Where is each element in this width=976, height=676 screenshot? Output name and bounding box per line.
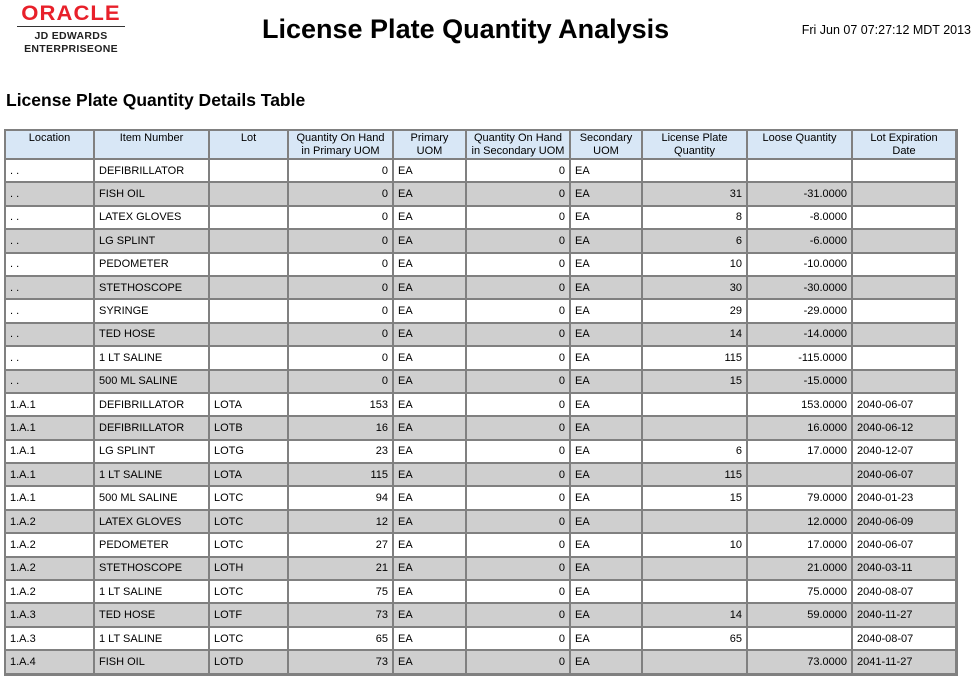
cell-qty-primary: 0: [289, 160, 394, 183]
cell-item-number: PEDOMETER: [95, 534, 210, 557]
cell-primary-uom: EA: [394, 534, 467, 557]
cell-loose-quantity: 17.0000: [748, 441, 853, 464]
cell-item-number: 500 ML SALINE: [95, 487, 210, 510]
column-header-secondary-uom: Secondary UOM: [571, 131, 643, 160]
cell-qty-primary: 16: [289, 417, 394, 440]
cell-lp-quantity: 14: [643, 604, 748, 627]
cell-lot: [210, 277, 289, 300]
cell-lot: LOTF: [210, 604, 289, 627]
logo-divider: [17, 26, 125, 27]
cell-secondary-uom: EA: [571, 511, 643, 534]
cell-primary-uom: EA: [394, 324, 467, 347]
cell-item-number: 1 LT SALINE: [95, 628, 210, 651]
cell-primary-uom: EA: [394, 207, 467, 230]
cell-qty-primary: 94: [289, 487, 394, 510]
column-header-location: Location: [6, 131, 95, 160]
cell-qty-secondary: 0: [467, 207, 571, 230]
cell-lp-quantity: [643, 581, 748, 604]
cell-lot-expiration: 2040-03-11: [853, 558, 957, 581]
cell-qty-secondary: 0: [467, 464, 571, 487]
column-header-item-number: Item Number: [95, 131, 210, 160]
cell-lot: LOTD: [210, 651, 289, 674]
cell-loose-quantity: -10.0000: [748, 254, 853, 277]
cell-lot: LOTA: [210, 464, 289, 487]
table-row: [6, 487, 957, 510]
cell-location: 1.A.1: [6, 394, 95, 417]
cell-item-number: LATEX GLOVES: [95, 511, 210, 534]
cell-item-number: SYRINGE: [95, 300, 210, 323]
license-plate-details-table: [4, 129, 958, 676]
table-row: [6, 581, 957, 604]
table-row: [6, 347, 957, 370]
cell-item-number: 500 ML SALINE: [95, 371, 210, 394]
cell-qty-secondary: 0: [467, 628, 571, 651]
cell-loose-quantity: 12.0000: [748, 511, 853, 534]
column-header-lot-expiration: Lot Expiration Date: [853, 131, 957, 160]
cell-lot-expiration: [853, 277, 957, 300]
cell-location: 1.A.2: [6, 534, 95, 557]
cell-lp-quantity: [643, 160, 748, 183]
cell-qty-secondary: 0: [467, 651, 571, 674]
cell-item-number: LG SPLINT: [95, 230, 210, 253]
cell-qty-primary: 65: [289, 628, 394, 651]
table-row: [6, 254, 957, 277]
table-row: [6, 207, 957, 230]
cell-lp-quantity: 10: [643, 534, 748, 557]
cell-secondary-uom: EA: [571, 324, 643, 347]
cell-lp-quantity: 14: [643, 324, 748, 347]
cell-location: . .: [6, 347, 95, 370]
cell-lp-quantity: 31: [643, 183, 748, 206]
cell-item-number: 1 LT SALINE: [95, 347, 210, 370]
logo-line2: ENTERPRISEONE: [24, 43, 118, 55]
table-row: [6, 604, 957, 627]
cell-loose-quantity: [748, 464, 853, 487]
cell-primary-uom: EA: [394, 417, 467, 440]
cell-lot: LOTB: [210, 417, 289, 440]
section-title: License Plate Quantity Details Table: [6, 90, 306, 110]
cell-primary-uom: EA: [394, 183, 467, 206]
cell-lot-expiration: [853, 160, 957, 183]
cell-location: . .: [6, 371, 95, 394]
cell-lot: LOTG: [210, 441, 289, 464]
cell-lot-expiration: 2041-11-27: [853, 651, 957, 674]
cell-item-number: STETHOSCOPE: [95, 558, 210, 581]
cell-lp-quantity: 115: [643, 464, 748, 487]
cell-loose-quantity: -115.0000: [748, 347, 853, 370]
cell-loose-quantity: -6.0000: [748, 230, 853, 253]
cell-lot-expiration: [853, 254, 957, 277]
cell-primary-uom: EA: [394, 581, 467, 604]
cell-lp-quantity: 6: [643, 441, 748, 464]
cell-item-number: DEFIBRILLATOR: [95, 417, 210, 440]
cell-item-number: LG SPLINT: [95, 441, 210, 464]
cell-location: . .: [6, 160, 95, 183]
cell-secondary-uom: EA: [571, 417, 643, 440]
cell-lp-quantity: 6: [643, 230, 748, 253]
cell-primary-uom: EA: [394, 511, 467, 534]
cell-lp-quantity: 115: [643, 347, 748, 370]
cell-qty-primary: 27: [289, 534, 394, 557]
cell-qty-secondary: 0: [467, 394, 571, 417]
cell-item-number: 1 LT SALINE: [95, 464, 210, 487]
cell-location: 1.A.3: [6, 628, 95, 651]
table-row: [6, 534, 957, 557]
cell-secondary-uom: EA: [571, 651, 643, 674]
cell-primary-uom: EA: [394, 300, 467, 323]
cell-qty-primary: 75: [289, 581, 394, 604]
cell-qty-secondary: 0: [467, 371, 571, 394]
cell-lot: LOTC: [210, 487, 289, 510]
cell-lot: [210, 160, 289, 183]
column-header-loose-quantity: Loose Quantity: [748, 131, 853, 160]
cell-qty-primary: 0: [289, 347, 394, 370]
cell-primary-uom: EA: [394, 441, 467, 464]
cell-item-number: PEDOMETER: [95, 254, 210, 277]
column-header-qty-primary: Quantity On Hand in Primary UOM: [289, 131, 394, 160]
cell-location: . .: [6, 324, 95, 347]
cell-location: 1.A.1: [6, 417, 95, 440]
cell-lot-expiration: 2040-06-12: [853, 417, 957, 440]
cell-lot-expiration: 2040-01-23: [853, 487, 957, 510]
report-timestamp: Fri Jun 07 07:27:12 MDT 2013: [801, 23, 971, 37]
cell-location: 1.A.4: [6, 651, 95, 674]
cell-lot: LOTC: [210, 534, 289, 557]
cell-secondary-uom: EA: [571, 277, 643, 300]
cell-item-number: TED HOSE: [95, 604, 210, 627]
cell-location: . .: [6, 183, 95, 206]
cell-qty-secondary: 0: [467, 324, 571, 347]
cell-lot: [210, 324, 289, 347]
cell-secondary-uom: EA: [571, 371, 643, 394]
cell-qty-secondary: 0: [467, 254, 571, 277]
cell-lot-expiration: 2040-06-07: [853, 464, 957, 487]
cell-qty-primary: 0: [289, 254, 394, 277]
cell-location: . .: [6, 277, 95, 300]
cell-loose-quantity: -31.0000: [748, 183, 853, 206]
column-header-lp-quantity: License Plate Quantity: [643, 131, 748, 160]
cell-secondary-uom: EA: [571, 441, 643, 464]
cell-lp-quantity: 30: [643, 277, 748, 300]
cell-item-number: LATEX GLOVES: [95, 207, 210, 230]
cell-lot: [210, 183, 289, 206]
cell-qty-primary: 12: [289, 511, 394, 534]
cell-location: 1.A.2: [6, 511, 95, 534]
cell-loose-quantity: 17.0000: [748, 534, 853, 557]
cell-lot: LOTC: [210, 511, 289, 534]
cell-qty-primary: 23: [289, 441, 394, 464]
cell-qty-primary: 0: [289, 324, 394, 347]
cell-qty-primary: 0: [289, 183, 394, 206]
cell-qty-secondary: 0: [467, 487, 571, 510]
cell-secondary-uom: EA: [571, 604, 643, 627]
cell-lot: LOTH: [210, 558, 289, 581]
cell-loose-quantity: 75.0000: [748, 581, 853, 604]
cell-loose-quantity: -15.0000: [748, 371, 853, 394]
cell-qty-primary: 0: [289, 300, 394, 323]
cell-loose-quantity: -30.0000: [748, 277, 853, 300]
table-row: [6, 558, 957, 581]
cell-secondary-uom: EA: [571, 347, 643, 370]
cell-lp-quantity: [643, 417, 748, 440]
cell-qty-secondary: 0: [467, 417, 571, 440]
cell-primary-uom: EA: [394, 558, 467, 581]
cell-qty-primary: 73: [289, 651, 394, 674]
cell-lp-quantity: 29: [643, 300, 748, 323]
cell-lot-expiration: 2040-08-07: [853, 628, 957, 651]
cell-lot-expiration: [853, 183, 957, 206]
cell-qty-secondary: 0: [467, 300, 571, 323]
table-row: [6, 160, 957, 183]
cell-lot-expiration: 2040-06-09: [853, 511, 957, 534]
cell-primary-uom: EA: [394, 230, 467, 253]
cell-loose-quantity: 79.0000: [748, 487, 853, 510]
cell-item-number: DEFIBRILLATOR: [95, 394, 210, 417]
cell-lp-quantity: 15: [643, 487, 748, 510]
cell-lot-expiration: [853, 324, 957, 347]
cell-item-number: 1 LT SALINE: [95, 581, 210, 604]
column-header-primary-uom: Primary UOM: [394, 131, 467, 160]
column-header-lot: Lot: [210, 131, 289, 160]
cell-qty-secondary: 0: [467, 511, 571, 534]
cell-secondary-uom: EA: [571, 487, 643, 510]
cell-lot-expiration: [853, 371, 957, 394]
cell-lot: [210, 254, 289, 277]
table-row: [6, 300, 957, 323]
cell-qty-secondary: 0: [467, 581, 571, 604]
cell-qty-secondary: 0: [467, 347, 571, 370]
cell-lp-quantity: 15: [643, 371, 748, 394]
cell-loose-quantity: -8.0000: [748, 207, 853, 230]
cell-secondary-uom: EA: [571, 230, 643, 253]
table-row: [6, 628, 957, 651]
cell-secondary-uom: EA: [571, 207, 643, 230]
cell-lp-quantity: 65: [643, 628, 748, 651]
cell-primary-uom: EA: [394, 277, 467, 300]
cell-location: 1.A.1: [6, 464, 95, 487]
cell-qty-secondary: 0: [467, 604, 571, 627]
cell-qty-secondary: 0: [467, 230, 571, 253]
table-row: [6, 417, 957, 440]
cell-primary-uom: EA: [394, 371, 467, 394]
cell-qty-secondary: 0: [467, 160, 571, 183]
cell-primary-uom: EA: [394, 160, 467, 183]
cell-lot: [210, 300, 289, 323]
cell-secondary-uom: EA: [571, 558, 643, 581]
cell-qty-secondary: 0: [467, 277, 571, 300]
cell-primary-uom: EA: [394, 254, 467, 277]
table-row: [6, 277, 957, 300]
cell-lot: LOTA: [210, 394, 289, 417]
cell-loose-quantity: 16.0000: [748, 417, 853, 440]
cell-qty-primary: 0: [289, 207, 394, 230]
cell-secondary-uom: EA: [571, 628, 643, 651]
table-header-row: [6, 131, 957, 160]
table-body: [6, 160, 957, 675]
cell-qty-primary: 0: [289, 230, 394, 253]
cell-location: 1.A.3: [6, 604, 95, 627]
cell-lot-expiration: [853, 207, 957, 230]
cell-item-number: TED HOSE: [95, 324, 210, 347]
cell-lot: [210, 230, 289, 253]
cell-location: . .: [6, 230, 95, 253]
cell-item-number: FISH OIL: [95, 183, 210, 206]
cell-secondary-uom: EA: [571, 581, 643, 604]
cell-lot: [210, 207, 289, 230]
table-row: [6, 394, 957, 417]
cell-loose-quantity: [748, 628, 853, 651]
cell-location: 1.A.2: [6, 581, 95, 604]
cell-qty-primary: 0: [289, 277, 394, 300]
cell-primary-uom: EA: [394, 464, 467, 487]
oracle-jde-logo: [17, 3, 125, 56]
table-row: [6, 511, 957, 534]
column-header-qty-secondary: Quantity On Hand in Secondary UOM: [467, 131, 571, 160]
cell-secondary-uom: EA: [571, 534, 643, 557]
table-row: [6, 371, 957, 394]
table-row: [6, 183, 957, 206]
table-row: [6, 651, 957, 674]
cell-lp-quantity: [643, 558, 748, 581]
cell-secondary-uom: EA: [571, 254, 643, 277]
cell-lot: LOTC: [210, 628, 289, 651]
cell-loose-quantity: 59.0000: [748, 604, 853, 627]
cell-primary-uom: EA: [394, 394, 467, 417]
cell-lp-quantity: [643, 511, 748, 534]
logo-brand: ORACLE: [21, 2, 121, 25]
cell-qty-secondary: 0: [467, 441, 571, 464]
cell-qty-primary: 0: [289, 371, 394, 394]
cell-secondary-uom: EA: [571, 394, 643, 417]
cell-secondary-uom: EA: [571, 464, 643, 487]
cell-lp-quantity: [643, 394, 748, 417]
table-row: [6, 441, 957, 464]
cell-primary-uom: EA: [394, 487, 467, 510]
cell-qty-primary: 115: [289, 464, 394, 487]
logo-line1: JD EDWARDS: [34, 30, 108, 42]
cell-loose-quantity: -29.0000: [748, 300, 853, 323]
cell-qty-primary: 21: [289, 558, 394, 581]
cell-location: . .: [6, 207, 95, 230]
cell-loose-quantity: -14.0000: [748, 324, 853, 347]
cell-lp-quantity: 8: [643, 207, 748, 230]
cell-loose-quantity: 21.0000: [748, 558, 853, 581]
cell-secondary-uom: EA: [571, 183, 643, 206]
cell-lot-expiration: [853, 230, 957, 253]
table-row: [6, 230, 957, 253]
table-row: [6, 324, 957, 347]
cell-lp-quantity: 10: [643, 254, 748, 277]
cell-item-number: DEFIBRILLATOR: [95, 160, 210, 183]
cell-loose-quantity: [748, 160, 853, 183]
cell-loose-quantity: 153.0000: [748, 394, 853, 417]
cell-primary-uom: EA: [394, 651, 467, 674]
cell-location: . .: [6, 300, 95, 323]
cell-lot-expiration: 2040-08-07: [853, 581, 957, 604]
cell-item-number: FISH OIL: [95, 651, 210, 674]
cell-lot: LOTC: [210, 581, 289, 604]
cell-secondary-uom: EA: [571, 160, 643, 183]
cell-qty-secondary: 0: [467, 558, 571, 581]
cell-primary-uom: EA: [394, 604, 467, 627]
report-title: License Plate Quantity Analysis: [262, 14, 670, 44]
cell-lot-expiration: [853, 347, 957, 370]
cell-loose-quantity: 73.0000: [748, 651, 853, 674]
cell-item-number: STETHOSCOPE: [95, 277, 210, 300]
cell-lp-quantity: [643, 651, 748, 674]
cell-primary-uom: EA: [394, 628, 467, 651]
cell-lot-expiration: 2040-12-07: [853, 441, 957, 464]
cell-location: 1.A.2: [6, 558, 95, 581]
cell-lot: [210, 347, 289, 370]
cell-location: . .: [6, 254, 95, 277]
cell-qty-secondary: 0: [467, 183, 571, 206]
cell-lot-expiration: 2040-06-07: [853, 534, 957, 557]
cell-location: 1.A.1: [6, 487, 95, 510]
cell-qty-secondary: 0: [467, 534, 571, 557]
cell-location: 1.A.1: [6, 441, 95, 464]
cell-lot: [210, 371, 289, 394]
cell-lot-expiration: [853, 300, 957, 323]
cell-qty-primary: 153: [289, 394, 394, 417]
cell-primary-uom: EA: [394, 347, 467, 370]
cell-lot-expiration: 2040-06-07: [853, 394, 957, 417]
table-row: [6, 464, 957, 487]
cell-qty-primary: 73: [289, 604, 394, 627]
cell-lot-expiration: 2040-11-27: [853, 604, 957, 627]
cell-secondary-uom: EA: [571, 300, 643, 323]
